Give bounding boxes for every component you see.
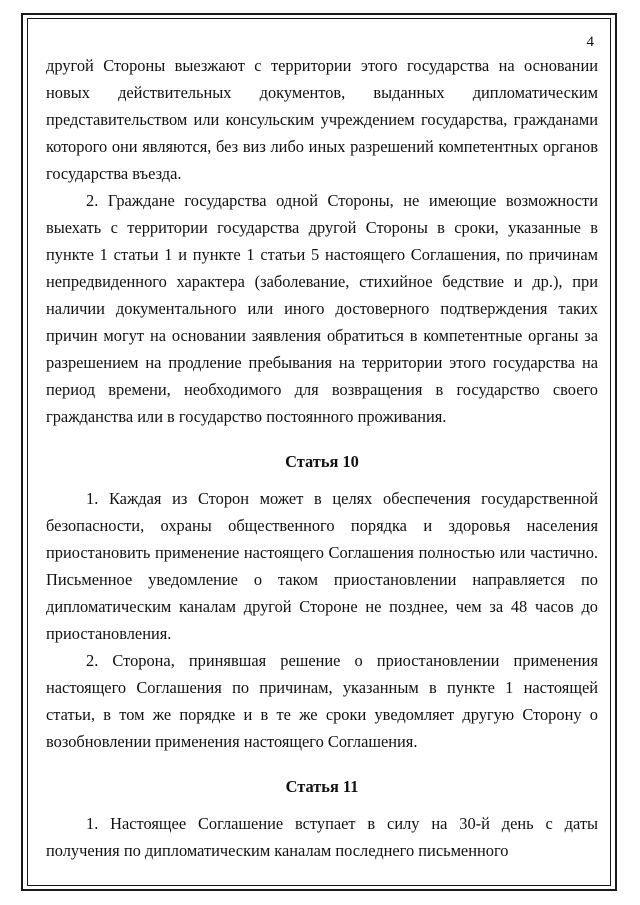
- paragraph-article10-item2: 2. Сторона, принявшая решение о приостановлении применения настоящего Соглашения по причинам, указанным в пункте 1 настоящей статьи, в том же порядке и в те же сроки уведомляет другую Сторону о возобновлении применения настоящего Соглашения.: [46, 651, 598, 751]
- paragraph-article9-item2: 2. Граждане государства одной Стороны, не имеющие возможности выехать с территории государства другой Стороны в сроки, указанные в пункте 1 статьи 1 и пункте 1 статьи 5 настоящего Соглашения, по причинам непредвиденного характера (заболевание, стихийное бедствие и др.), при наличии документального или иного достоверного подтверждения таких причин могут на основании заявления обратиться в компетентные органы за разрешением на продление пребывания на территории этого государства на период времени, необходимого для возвращения в государство своего гражданства или в государство постоянного проживания.: [46, 191, 598, 426]
- paragraph-continuation: другой Стороны выезжают с территории этого государства на основании новых действительных документов, выданных дипломатическим представительством или консульским учреждением государства, гражданами которого они являются, без виз либо иных разрешений компетентных органов государства въезда.: [46, 56, 598, 183]
- document-body: [46, 52, 598, 864]
- page-number: 4: [586, 34, 594, 50]
- paragraph-article11-item1: 1. Настоящее Соглашение вступает в силу на 30-й день с даты получения по дипломатическим каналам последнего письменного: [46, 814, 598, 860]
- article-10-heading: Статья 10: [285, 452, 359, 471]
- article-11-heading: Статья 11: [285, 777, 359, 796]
- paragraph-article10-item1: 1. Каждая из Сторон может в целях обеспечения государственной безопасности, охраны общественного порядка и здоровья населения приостановить применение настоящего Соглашения полностью или частично. Письменное уведомление о таком приостановлении направляется по дипломатическим каналам другой Стороне не позднее, чем за 48 часов до приостановления.: [46, 489, 598, 643]
